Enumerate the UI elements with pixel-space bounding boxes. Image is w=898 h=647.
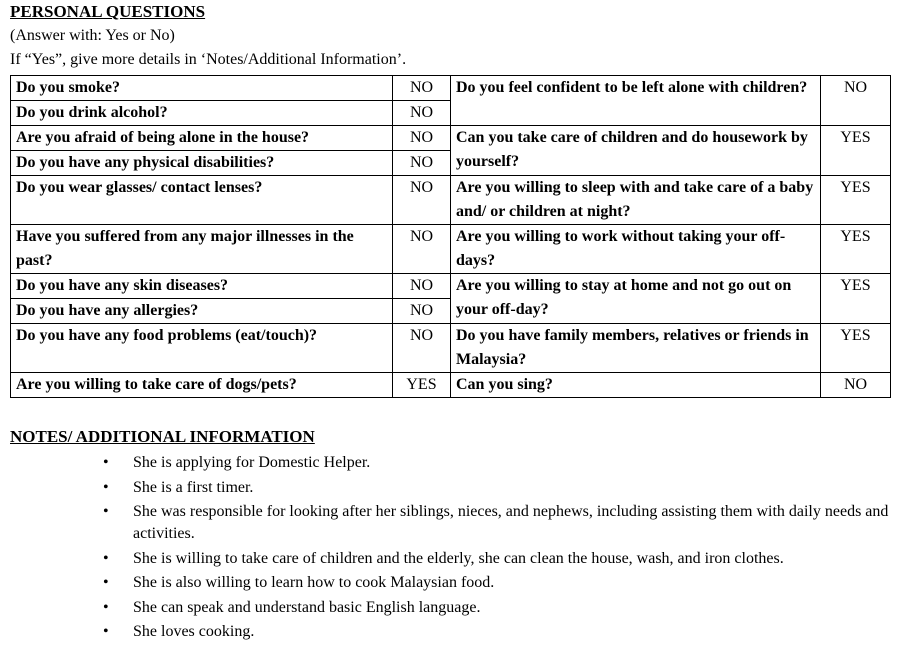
question-cell: Do you wear glasses/ contact lenses? xyxy=(11,176,393,225)
bullet-icon: • xyxy=(103,598,109,616)
answer-cell: NO xyxy=(393,299,451,324)
answer-cell: NO xyxy=(393,225,451,274)
question-cell: Are you willing to sleep with and take care of a baby and/ or children at night? xyxy=(451,176,821,225)
answer-cell: NO xyxy=(393,324,451,373)
question-cell: Do you have any allergies? xyxy=(11,299,393,324)
question-cell: Do you have any skin diseases? xyxy=(11,274,393,299)
list-item xyxy=(95,572,890,594)
table-row xyxy=(11,324,891,373)
answer-cell: NO xyxy=(821,76,891,126)
instruction-line-2: If “Yes”, give more details in ‘Notes/Additional Information’. xyxy=(10,51,407,68)
bullet-icon: • xyxy=(103,454,109,471)
note-text: She is willing to take care of children and the elderly, she can clean the house, wash, and iron clothes. xyxy=(133,549,784,567)
list-item xyxy=(95,621,890,643)
note-text: She is applying for Domestic Helper. xyxy=(133,454,371,471)
bullet-icon: • xyxy=(103,574,109,591)
page-title: PERSONAL QUESTIONS xyxy=(10,2,206,21)
answer-cell: NO xyxy=(393,151,451,176)
bullet-icon: • xyxy=(103,549,109,567)
note-text: She loves cooking. xyxy=(133,623,255,640)
bullet-icon: • xyxy=(103,478,109,496)
notes-list xyxy=(95,452,890,646)
note-text: She can speak and understand basic English language. xyxy=(133,598,481,616)
table-row xyxy=(11,373,891,398)
question-cell: Have you suffered from any major illnesses in the past? xyxy=(11,225,393,274)
list-item xyxy=(95,477,890,499)
list-item xyxy=(95,501,890,545)
table-row xyxy=(11,176,891,225)
list-item xyxy=(95,452,890,474)
answer-cell: NO xyxy=(393,176,451,225)
question-cell: Do you feel confident to be left alone with children? xyxy=(451,76,821,126)
answer-cell: YES xyxy=(821,324,891,373)
note-text: She is a first timer. xyxy=(133,478,254,496)
question-cell: Can you take care of children and do housework by yourself? xyxy=(451,126,821,176)
question-cell: Are you willing to take care of dogs/pets? xyxy=(11,373,393,398)
notes-title: NOTES/ ADDITIONAL INFORMATION xyxy=(10,427,315,446)
question-cell: Are you afraid of being alone in the house? xyxy=(11,126,393,151)
personal-questions-table xyxy=(10,75,891,398)
table-row xyxy=(11,225,891,274)
bullet-icon: • xyxy=(103,623,109,640)
answer-cell: YES xyxy=(821,126,891,176)
table-row xyxy=(11,274,891,299)
question-cell: Do you have family members, relatives or friends in Malaysia? xyxy=(451,324,821,373)
question-cell: Do you have any food problems (eat/touch)? xyxy=(11,324,393,373)
answer-cell: YES xyxy=(821,225,891,274)
answer-cell: NO xyxy=(393,76,451,101)
question-cell: Are you willing to work without taking your off-days? xyxy=(451,225,821,274)
table-row xyxy=(11,126,891,151)
answer-cell: YES xyxy=(393,373,451,398)
answer-cell: YES xyxy=(821,274,891,324)
note-text: She is also willing to learn how to cook Malaysian food. xyxy=(133,574,495,591)
instruction-line-1: (Answer with: Yes or No) xyxy=(10,27,175,44)
question-cell: Are you willing to stay at home and not go out on your off-day? xyxy=(451,274,821,324)
bullet-icon: • xyxy=(103,503,109,520)
answer-cell: NO xyxy=(821,373,891,398)
question-cell: Can you sing? xyxy=(451,373,821,398)
question-cell: Do you drink alcohol? xyxy=(11,101,393,126)
list-item xyxy=(95,597,890,619)
question-cell: Do you smoke? xyxy=(11,76,393,101)
answer-cell: NO xyxy=(393,274,451,299)
question-cell: Do you have any physical disabilities? xyxy=(11,151,393,176)
list-item xyxy=(95,548,890,570)
table-row xyxy=(11,76,891,101)
answer-cell: NO xyxy=(393,101,451,126)
answer-cell: NO xyxy=(393,126,451,151)
note-text: She was responsible for looking after her siblings, nieces, and nephews, including assisting them with daily needs and activities. xyxy=(133,503,889,542)
answer-cell: YES xyxy=(821,176,891,225)
